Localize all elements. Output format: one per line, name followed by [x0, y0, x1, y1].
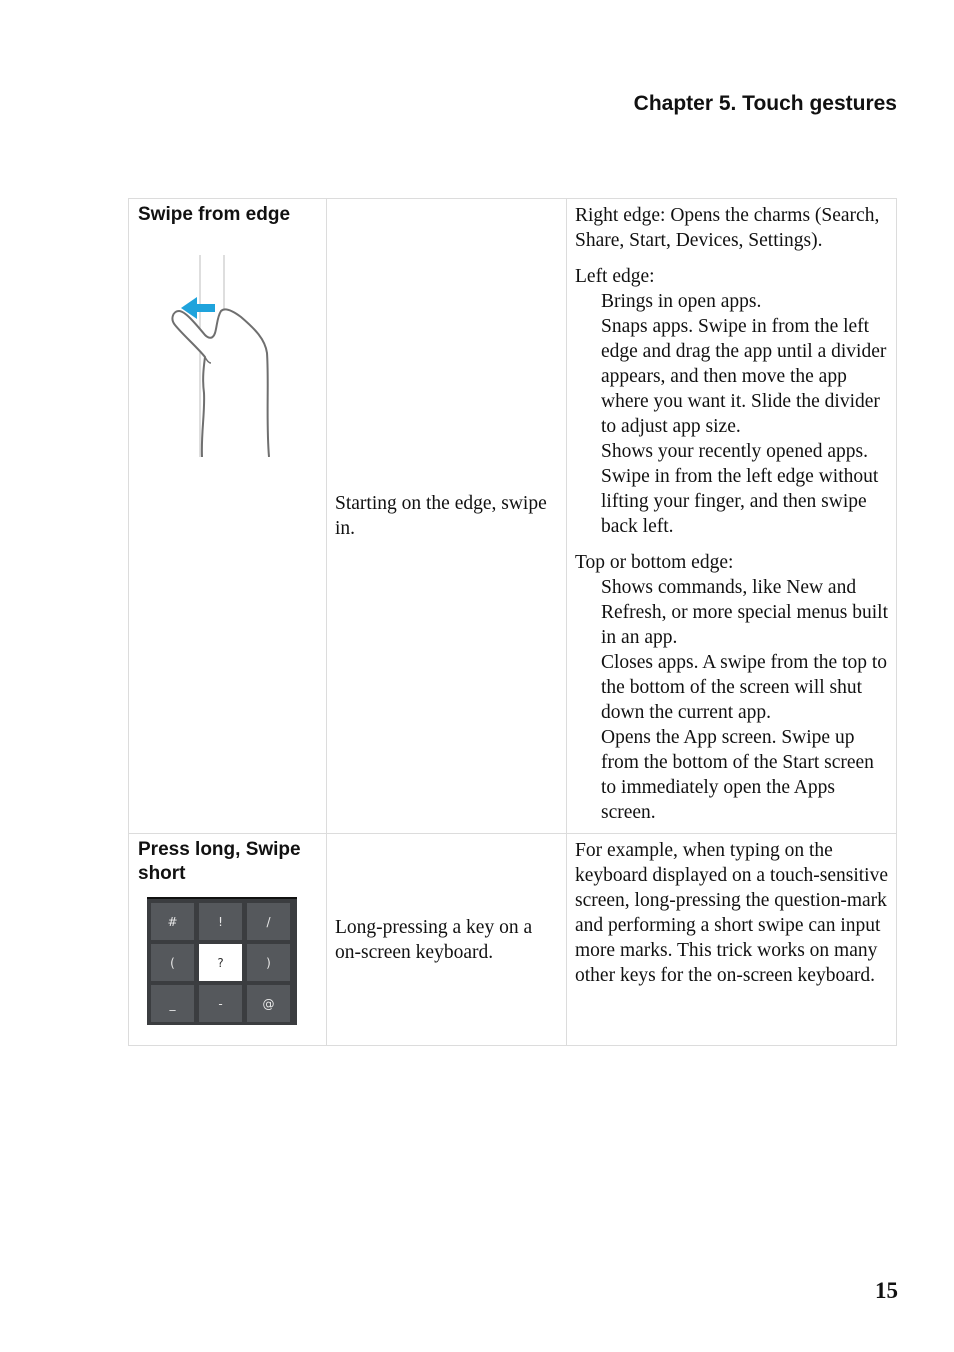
- keyboard-keypad: [147, 897, 297, 1025]
- left-edge-group: [575, 264, 890, 539]
- gesture-description: For example, when typing on the keyboard displayed on a touch-sensitive screen, long-pressing the question-mark and performing a short swipe can input more marks. This trick works on many other keys for the on-screen keyboard.: [575, 840, 888, 986]
- keypad-key: !: [199, 903, 242, 940]
- top-bottom-edge-heading: Top or bottom edge:: [575, 552, 734, 573]
- keypad-key: _: [151, 985, 194, 1022]
- left-edge-heading: Left edge:: [575, 266, 655, 287]
- gesture-name: Press long, Swipe short: [138, 839, 301, 884]
- keypad-key-active: ?: [199, 944, 242, 981]
- keypad-key: ): [247, 944, 290, 981]
- right-edge-text: Right edge: Opens the charms (Search, Share, Start, Devices, Settings).: [575, 205, 880, 251]
- list-item: Closes apps. A swipe from the top to the bottom of the screen will shut down the current app.: [601, 652, 887, 723]
- list-item: Snaps apps. Swipe in from the left edge and drag the app until a divider appears, and then move the app where you want it. Slide the divider to adjust app size.: [601, 316, 887, 437]
- keypad-key: (: [151, 944, 194, 981]
- table-row: [129, 199, 897, 834]
- gesture-cell: [129, 199, 327, 834]
- list-item: Opens the App screen. Swipe up from the bottom of the Start screen to immediately open the Apps screen.: [601, 727, 874, 823]
- keypad-key: @: [247, 985, 290, 1022]
- detail-cell: [567, 834, 897, 1046]
- list-item: Brings in open apps.: [601, 291, 762, 312]
- keypad-key: #: [151, 903, 194, 940]
- action-cell: [327, 834, 567, 1046]
- keypad-key: -: [199, 985, 242, 1022]
- gesture-cell: [129, 834, 327, 1046]
- detail-cell: [567, 199, 897, 834]
- keypad-key: /: [247, 903, 290, 940]
- list-item: Shows commands, like New and Refresh, or more special menus built in an app.: [601, 577, 889, 648]
- hand-swipe-left-icon: [169, 253, 279, 457]
- gesture-name: Swipe from edge: [138, 204, 291, 225]
- page-number: 15: [875, 1278, 898, 1303]
- gesture-action: Long-pressing a key on a on-screen keyboard.: [335, 916, 533, 963]
- table-row: [129, 834, 897, 1046]
- chapter-title: Chapter 5. Touch gestures: [633, 92, 897, 115]
- top-bottom-edge-group: [575, 550, 890, 825]
- list-item: Shows your recently opened apps. Swipe in from the left edge without lifting your finger, and then swipe back left.: [601, 441, 879, 537]
- gesture-action: Starting on the edge, swipe in.: [335, 493, 547, 539]
- gesture-table: [128, 198, 897, 1046]
- action-cell: [327, 199, 567, 834]
